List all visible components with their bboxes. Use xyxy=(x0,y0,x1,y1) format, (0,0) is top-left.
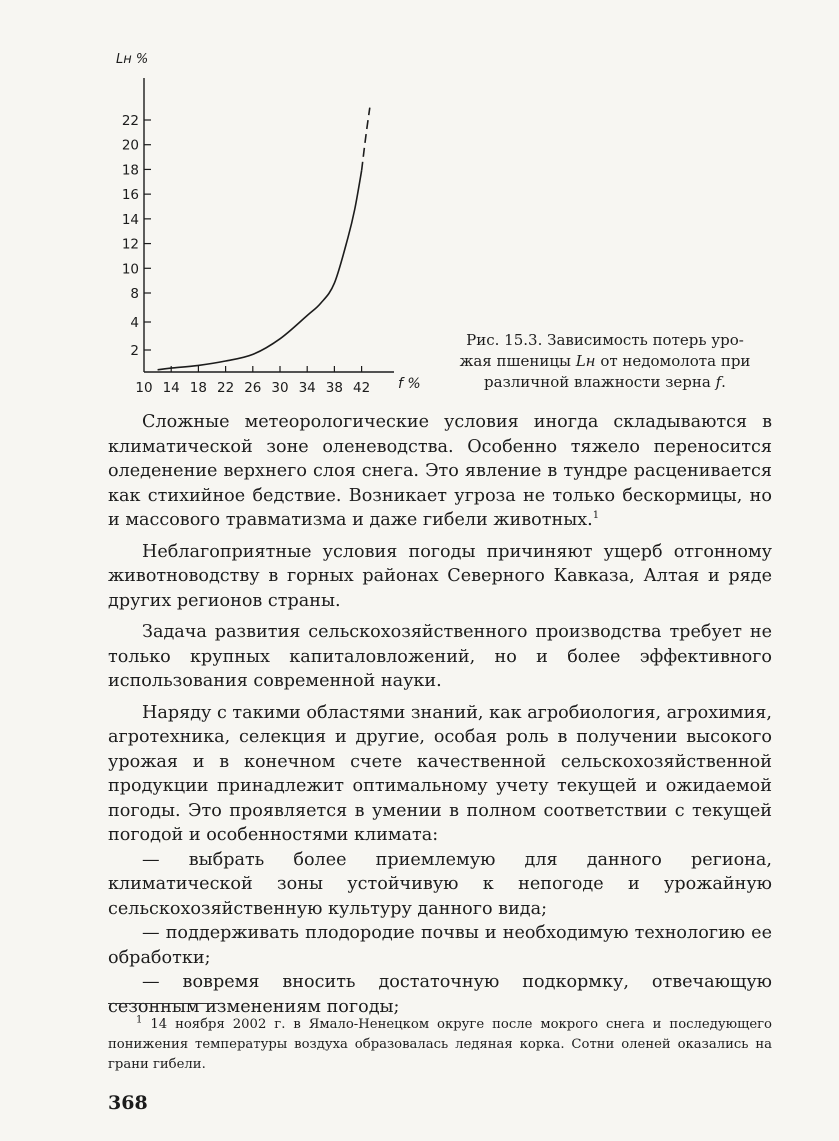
y-tick-label: 12 xyxy=(121,236,139,253)
x-tick-label: 38 xyxy=(325,380,343,396)
x-tick-label: 26 xyxy=(244,380,262,396)
footnote-ref: 1 xyxy=(592,510,600,522)
footnote-marker: 1 xyxy=(136,1014,143,1026)
caption-variable: f xyxy=(715,373,722,391)
caption-text: жая пшеницы xyxy=(459,352,576,370)
caption-line-3 xyxy=(440,372,770,393)
loss-curve-dashed xyxy=(362,108,370,171)
x-tick-label: 10 xyxy=(135,380,153,396)
caption-line-1: Рис. 15.3. Зависимость потерь уро- xyxy=(466,331,744,349)
footnote-divider xyxy=(108,1003,220,1004)
body-text xyxy=(108,410,772,1019)
x-axis-label: f % xyxy=(398,376,421,392)
y-tick-label: 22 xyxy=(121,113,139,129)
paragraph: Задача развития сельскохозяйственного производства требует не только крупных капиталовложений, но и более эффективного использования современной науки. xyxy=(108,622,772,691)
y-tick-label: 16 xyxy=(121,187,139,204)
caption-text: от недомолота при xyxy=(595,352,751,370)
page-number: 368 xyxy=(108,1092,148,1114)
x-ticks xyxy=(135,366,370,396)
loss-curve-solid xyxy=(158,171,362,370)
list-item: — выбрать более приемлемую для данного региона, климатической зоны устойчивую к непогоде и урожайную сельскохозяйственную культуру данного вида; xyxy=(108,849,772,919)
x-tick-label: 22 xyxy=(217,380,235,396)
footnote-text xyxy=(108,1015,772,1075)
y-tick-label: 4 xyxy=(130,315,139,331)
x-tick-label: 30 xyxy=(271,380,289,396)
x-tick-label: 34 xyxy=(298,380,316,396)
caption-line-2 xyxy=(440,351,770,372)
paragraph: Наряду с такими областями знаний, как агробиология, агрохимия, агротехника, селекция и другие, особая роль в получении высокого урожая и в конечном счете качественной сельскохозяйственной продукции принадлежит оптимальному учету текущей и ожидаемой погоды. Это проявляется в умении в полном соответствии с текущей погодой и особенностями климата: xyxy=(108,702,772,845)
paragraph: Неблагоприятные условия погоды причиняют ущерб отгонному животноводству в горных районах Северного Кавказа, Алтая и ряде других регионов страны. xyxy=(108,541,772,611)
y-tick-label: 10 xyxy=(121,261,139,278)
list-item: — вовремя вносить достаточную подкормку, отвечающую сезонным изменениям погоды; xyxy=(108,972,772,1017)
figure-caption xyxy=(440,330,770,393)
caption-text: . xyxy=(721,373,726,391)
list-item: — поддерживать плодородие почвы и необходимую технологию ее обработки; xyxy=(108,923,772,968)
x-tick-label: 18 xyxy=(189,380,207,396)
footnote xyxy=(108,1015,772,1075)
y-tick-label: 2 xyxy=(130,343,139,359)
paragraph-text: Сложные метеорологические условия иногда складываются в климатической зоне оленеводства. Особенно тяжело переносится оледенение верхнего слоя снега. Это явление в тундре расценивается как стихийное бедствие. Возникает угроза не только бескормицы, но и массового травматизма и даже гибели животных. xyxy=(108,412,772,530)
paragraph xyxy=(108,410,772,533)
x-tick-label: 42 xyxy=(353,380,371,396)
y-ticks xyxy=(122,113,151,359)
y-tick-label: 14 xyxy=(121,211,139,228)
chart-axes xyxy=(144,78,394,372)
footnote-body: 14 ноября 2002 г. в Ямало-Ненецком округе после мокрого снега и последующего понижения температуры воздуха образовалась ледяная корка. Сотни оленей оказались на грани гибели. xyxy=(108,1017,772,1072)
y-tick-label: 18 xyxy=(121,162,139,179)
x-tick-label: 14 xyxy=(162,380,180,396)
loss-chart xyxy=(80,30,440,410)
y-tick-label: 8 xyxy=(130,286,139,302)
y-axis-label: Lн % xyxy=(116,52,149,67)
caption-text: различной влажности зерна xyxy=(484,373,716,391)
caption-variable: Lн xyxy=(575,352,596,370)
y-tick-label: 20 xyxy=(121,137,139,154)
